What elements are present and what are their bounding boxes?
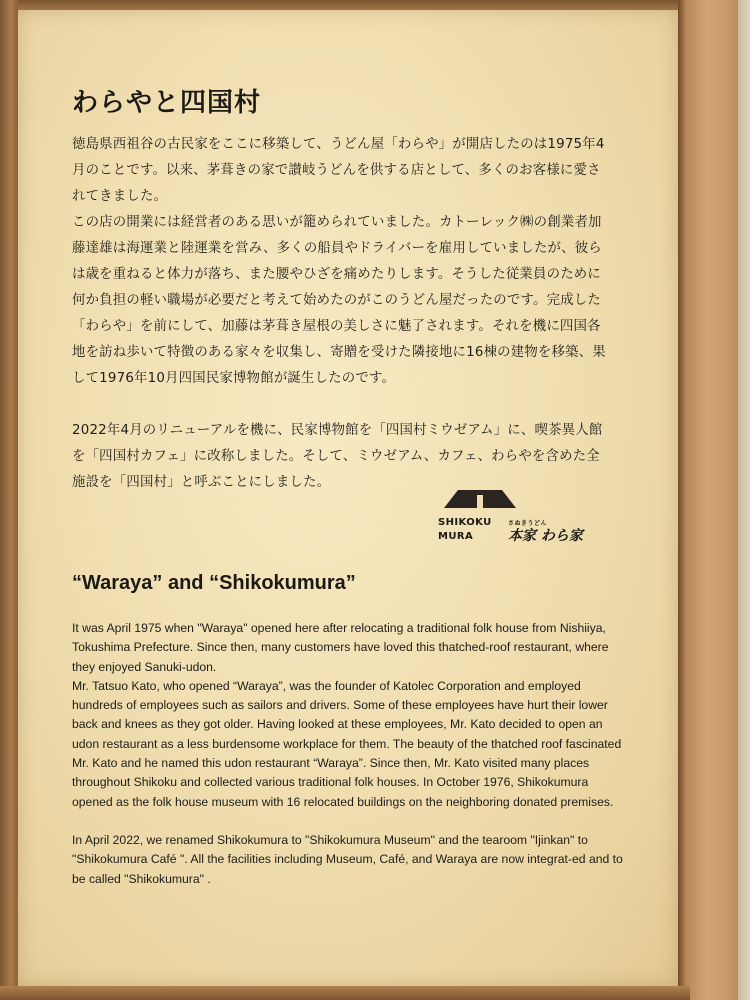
japanese-body <box>72 132 612 496</box>
shikoku-mura-logo: SHIKOKU MURA <box>438 517 492 542</box>
english-paragraph-2: Mr. Tatsuo Kato, who opened “Waraya”, was the founder of Katolec Corporation and employed hundreds of employees such as sailors and drivers. Some of these employees have hurt their lower back and knees as they got older. Having looked at these employees, Mr. Kato decided to open an udon restaurant as a less burdensome workplace for them. The beauty of the thatched roof fascinated Mr. Kato and he named this udon restaurant “Waraya”. Since then, Mr. Kato visited many places throughout Shikoku and collected various traditional folk houses. In October 1976, Shikokumura opened as the folk house museum with 16 relocated buildings on the neighboring donated premises. <box>72 678 622 809</box>
waraya-logo-subtitle: さぬきうどん <box>508 520 548 527</box>
japanese-paragraph-3: 2022年4月のリニューアルを機に、民家博物館を「四国村ミウゼアム」に、喫茶異人館を「四国村カフェ」に改称しました。そして、ミウゼアム、カフェ、わらやを含めた全施設を「四国村」と呼ぶことにしました。 <box>72 423 603 490</box>
roof-logo-icon <box>444 488 516 510</box>
english-body <box>72 619 632 889</box>
frame-bottom <box>0 986 690 1000</box>
english-title: “Waraya” and “Shikokumura” <box>72 572 356 594</box>
waraya-logo <box>508 518 583 544</box>
english-paragraph-3: In April 2022, we renamed Shikokumura to "Shikokumura Museum" and the tearoom "Ijinkan" to "Shikokumura Café ". All the facilities including Museum, Café, and Waraya are now integrat-ed and to be called "Shikokumura" . <box>72 832 623 886</box>
logo-block <box>438 488 598 548</box>
english-paragraph-1: It was April 1975 when "Waraya" opened here after relocating a traditional folk house from Nishiiya, Tokushima Prefecture. Since then, many customers have loved this thatched-roof restaurant, where they enjoyed Sanuki-udon. <box>72 621 609 674</box>
japanese-title: わらやと四国村 <box>72 88 262 118</box>
waraya-logo-name: 本家 わら家 <box>508 528 583 544</box>
japanese-paragraph-2: この店の開業には経営者のある思いが籠められていました。カトーレック㈱の創業者加藤達雄は海運業と陸運業を営み、多くの船員やドライバーを雇用していましたが、彼らは歳を重ねると体力が落ち、また腰やひざを痛めたりします。そうした従業員のために何か負担の軽い職場が必要だと考えて始めたのがこのうどん屋だったのです。完成した「わらや」を前にして、加藤は茅葺き屋根の美しさに魅了されます。それを機に四国各地を訪ね歩いて特徴のある家々を収集し、寄贈を受けた隣接地に16棟の建物を移築、果して1976年10月四国民家博物館が誕生したのです。 <box>72 215 606 386</box>
japanese-paragraph-1: 徳島県西祖谷の古民家をここに移築して、うどん屋「わらや」が開店したのは1975年4月のことです。以来、茅葺きの家で讃岐うどんを供する店として、多くのお客様に愛されてきました。 <box>72 137 605 204</box>
frame-left <box>0 0 18 1000</box>
wall-edge <box>738 0 750 1000</box>
frame-top <box>0 0 690 10</box>
